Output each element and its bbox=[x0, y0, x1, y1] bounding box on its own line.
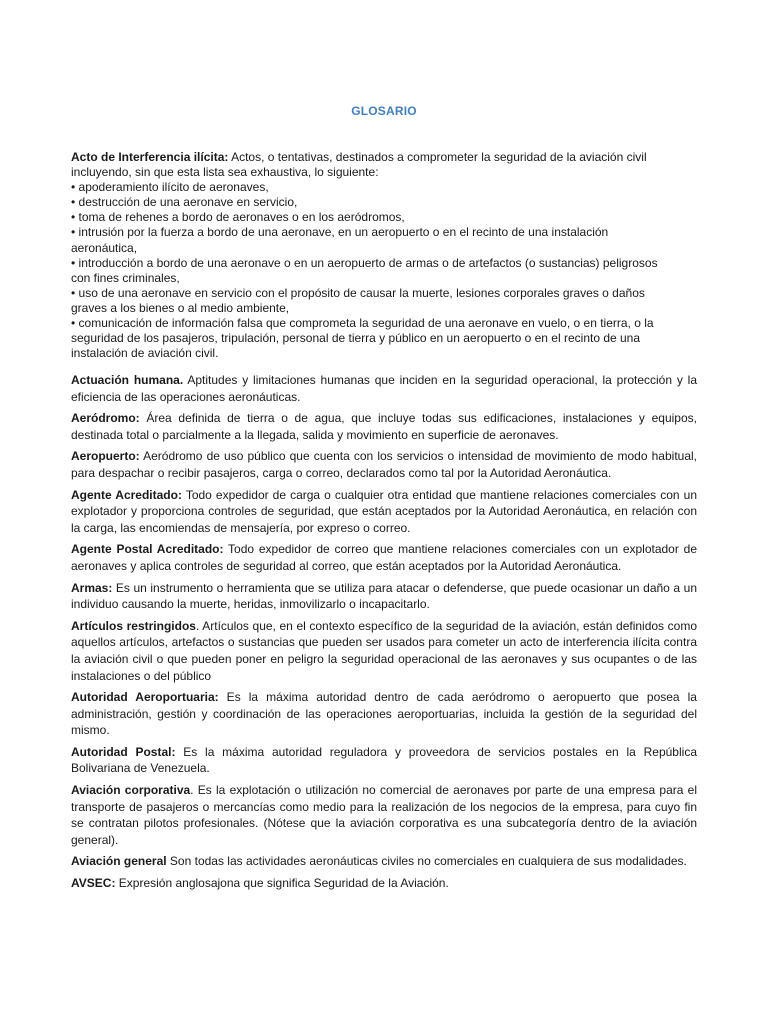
entry-term: AVSEC: bbox=[71, 876, 116, 891]
glossary-entry bbox=[71, 372, 697, 405]
glossary-entry bbox=[71, 448, 697, 481]
glossary-entries bbox=[71, 372, 697, 897]
entry-line bbox=[71, 150, 701, 165]
entry-definition: Todo expedidor de carga o cualquier otra entidad que mantiene relaciones comerciales con un explotador y proporciona controles de seguridad, que están aceptados por la Autoridad Aeronáutica, en relación con la carga, las encomiendas de mensajería, por expreso o correo. bbox=[71, 487, 697, 535]
entry-term: Aviación general bbox=[71, 854, 167, 869]
glossary-entry bbox=[71, 744, 697, 777]
entry-definition: Aeródromo de uso público que cuenta con los servicios o intensidad de movimiento de modo habitual, para despachar o recibir pasajeros, carga o correo, declarados como tal por la Autoridad Aeronáutica. bbox=[71, 449, 697, 480]
entry-definition: . Es la explotación o utilización no comercial de aeronaves por parte de una empresa para el transporte de pasajeros o mercancías como medio para la realización de los negocios de la empresa, para cuyo fin se contratan pilotos profesionales. (Nótese que la aviación corporativa es una subcategoría dentro de la aviación general). bbox=[71, 783, 697, 847]
entry-term: Autoridad Aeroportuaria: bbox=[71, 690, 219, 705]
entry-line-text: Actos, o tentativas, destinados a comprometer la seguridad de la aviación civil bbox=[228, 150, 647, 164]
entry-term: Aeropuerto: bbox=[71, 449, 140, 464]
entry-line: incluyendo, sin que esta lista sea exhaustiva, lo siguiente: bbox=[71, 165, 379, 180]
glossary-entry bbox=[71, 618, 697, 684]
bullet-line: • uso de una aeronave en servicio con el propósito de causar la muerte, lesiones corporales graves o daños bbox=[71, 285, 645, 300]
entry-definition: Área definida de tierra o de agua, que incluye todas sus edificaciones, instalaciones y equipos, destinada total o parcialmente a la llegada, salida y movimiento en superficie de aeronaves. bbox=[71, 411, 697, 442]
entry-term: Aeródromo: bbox=[71, 411, 140, 426]
glossary-entry bbox=[71, 782, 697, 848]
entry-definition: Es un instrumento o herramienta que se utiliza para atacar o defenderse, que puede ocasionar un daño a un individuo causando la muerte, heridas, inmovilizarlo o incapacitarlo. bbox=[71, 580, 697, 612]
glossary-entry bbox=[71, 875, 697, 892]
glossary-entry-acto-interferencia bbox=[71, 150, 701, 361]
entry-term: Autoridad Postal: bbox=[71, 744, 176, 759]
entry-term: Agente Acreditado: bbox=[71, 487, 182, 502]
bullet-line: aeronáutica, bbox=[71, 240, 138, 255]
glossary-entry bbox=[71, 410, 697, 443]
entry-definition: . Artículos que, en el contexto específico de la seguridad de la aviación, están definidos como aquellos artículos, artefactos o sustancias que pueden ser usados para cometer un acto de interferencia ilícita contra la aviación civil o que pueden poner en peligro la seguridad operacional de las aeronaves y sus ocupantes o de las instalaciones o del público bbox=[71, 618, 698, 683]
entry-term: Artículos restringidos bbox=[71, 618, 196, 633]
entry-definition: Son todas las actividades aeronáuticas civiles no comerciales en cualquiera de sus modalidades. bbox=[166, 854, 687, 869]
bullet-line: con fines criminales, bbox=[71, 270, 180, 285]
bullet-line: • intrusión por la fuerza a bordo de una aeronave, en un aeropuerto o en el recinto de una instalación bbox=[71, 225, 609, 240]
entry-definition: Es la máxima autoridad dentro de cada aeródromo o aeropuerto que posea la administración, gestión y coordinación de las operaciones aeroportuarias, incluida la gestión de la seguridad del mismo. bbox=[71, 690, 697, 738]
glossary-entry bbox=[71, 541, 697, 574]
entry-definition: Aptitudes y limitaciones humanas que inciden en la seguridad operacional, la protección y la eficiencia de las operaciones aeronáuticas. bbox=[71, 373, 698, 404]
entry-term: Agente Postal Acreditado: bbox=[71, 542, 224, 557]
bullet-line: • introducción a bordo de una aeronave o en un aeropuerto de armas o de artefactos (o sustancias) peligrosos bbox=[71, 255, 658, 270]
bullet-line: • comunicación de información falsa que comprometa la seguridad de una aeronave en vuelo, o en tierra, o la bbox=[71, 316, 654, 331]
glossary-entry bbox=[71, 487, 697, 537]
bullet-line: • apoderamiento ilícito de aeronaves, bbox=[71, 180, 269, 195]
entry-definition: Es la máxima autoridad reguladora y proveedora de servicios postales en la República Bolivariana de Venezuela. bbox=[71, 744, 697, 776]
bullet-line: graves a los bienes o al medio ambiente, bbox=[71, 300, 290, 315]
glossary-entry bbox=[71, 689, 697, 739]
glossary-entry bbox=[71, 580, 697, 613]
entry-term: Acto de Interferencia ilícita: bbox=[71, 150, 229, 164]
entry-term: Armas: bbox=[71, 580, 113, 595]
bullet-line: • destrucción de una aeronave en servicio, bbox=[71, 195, 298, 210]
entry-definition: Expresión anglosajona que significa Seguridad de la Aviación. bbox=[115, 876, 449, 891]
entry-definition: Todo expedidor de correo que mantiene relaciones comerciales con un explotador de aeronaves y aplica controles de seguridad al correo, que están aceptados por la Autoridad Aeronáutica. bbox=[71, 542, 697, 573]
page-title: GLOSARIO bbox=[351, 104, 417, 118]
entry-term: Actuación humana. bbox=[71, 373, 184, 387]
bullet-line: • toma de rehenes a bordo de aeronaves o en los aeródromos, bbox=[71, 210, 405, 225]
bullet-line: seguridad de los pasajeros, tripulación, personal de tierra y público en un aeropuerto o en el recinto de una bbox=[71, 331, 641, 346]
entry-term: Aviación corporativa bbox=[71, 783, 191, 798]
bullet-line: instalación de aviación civil. bbox=[71, 346, 219, 361]
glossary-entry bbox=[71, 853, 697, 870]
